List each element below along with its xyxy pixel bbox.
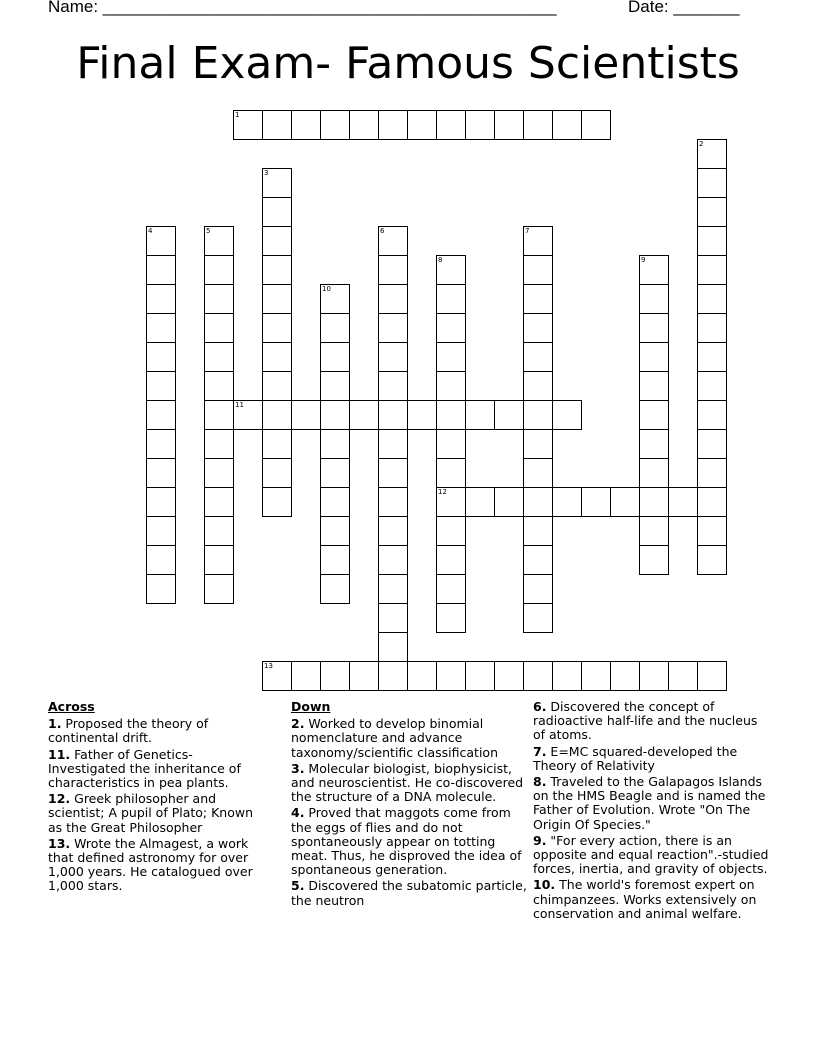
grid-cell[interactable]: [378, 603, 408, 633]
grid-cell[interactable]: [436, 545, 466, 575]
grid-cell[interactable]: [523, 603, 553, 633]
grid-cell[interactable]: [436, 661, 466, 691]
grid-cell[interactable]: [639, 371, 669, 401]
grid-cell[interactable]: [291, 661, 321, 691]
grid-cell[interactable]: [262, 661, 292, 691]
grid-cell[interactable]: [407, 110, 437, 140]
clue-number-label: 6: [380, 227, 385, 235]
grid-cell[interactable]: [639, 342, 669, 372]
grid-cell[interactable]: [378, 110, 408, 140]
grid-cell[interactable]: [436, 313, 466, 343]
grid-cell[interactable]: [204, 342, 234, 372]
clue-text: Father of Genetics-Investigated the inheritance of characteristics in pea plants.: [48, 746, 241, 791]
grid-cell[interactable]: [523, 255, 553, 285]
clue-text: Proved that maggots come from the eggs of flies and do not spontaneously appear on totting meat. Thus, he disproved the idea of spontaneous generation.: [291, 805, 522, 878]
grid-cell[interactable]: [465, 661, 495, 691]
grid-cell[interactable]: [697, 400, 727, 430]
grid-cell[interactable]: [436, 574, 466, 604]
clue-number: 10.: [533, 877, 556, 893]
grid-cell[interactable]: [378, 458, 408, 488]
grid-cell[interactable]: [436, 516, 466, 546]
grid-cell[interactable]: [378, 632, 408, 662]
grid-cell[interactable]: [668, 487, 698, 517]
grid-cell[interactable]: [378, 284, 408, 314]
grid-cell[interactable]: [523, 458, 553, 488]
grid-cell[interactable]: [291, 400, 321, 430]
down-clue-list: [291, 717, 527, 908]
clue-number-label: 13: [264, 662, 273, 670]
grid-cell[interactable]: [523, 284, 553, 314]
grid-cell[interactable]: [204, 284, 234, 314]
grid-cell[interactable]: [262, 284, 292, 314]
grid-cell[interactable]: [378, 255, 408, 285]
grid-cell[interactable]: [378, 313, 408, 343]
clue-text: The world's foremost expert on chimpanzees. Works extensively on conservation and animal welfare.: [533, 877, 757, 921]
grid-cell[interactable]: [204, 371, 234, 401]
clue-number-label: 8: [438, 256, 443, 264]
grid-cell[interactable]: [465, 487, 495, 517]
grid-cell[interactable]: [262, 487, 292, 517]
grid-cell[interactable]: [639, 661, 669, 691]
grid-cell[interactable]: [697, 255, 727, 285]
grid-cell[interactable]: [668, 661, 698, 691]
grid-cell[interactable]: [465, 110, 495, 140]
clue-text: Discovered the concept of radioactive half-life and the nucleus of atoms.: [533, 699, 758, 743]
grid-cell[interactable]: [146, 255, 176, 285]
grid-cell[interactable]: [639, 545, 669, 575]
clue-number-label: 11: [235, 401, 244, 409]
grid-cell[interactable]: [552, 487, 582, 517]
grid-cell[interactable]: [639, 429, 669, 459]
grid-cell[interactable]: [581, 110, 611, 140]
grid-cell[interactable]: [697, 545, 727, 575]
grid-cell[interactable]: [320, 284, 350, 314]
clue-number: 8.: [533, 774, 547, 790]
grid-cell[interactable]: [204, 516, 234, 546]
grid-cell[interactable]: [262, 226, 292, 256]
clue-number-label: 9: [641, 256, 646, 264]
grid-cell[interactable]: [378, 226, 408, 256]
grid-cell[interactable]: [320, 110, 350, 140]
grid-cell[interactable]: [262, 168, 292, 198]
grid-cell[interactable]: [378, 342, 408, 372]
grid-cell[interactable]: [639, 487, 669, 517]
grid-cell[interactable]: [146, 400, 176, 430]
clue-item: [48, 792, 270, 835]
grid-cell[interactable]: [320, 400, 350, 430]
grid-cell[interactable]: [436, 110, 466, 140]
grid-cell[interactable]: [407, 400, 437, 430]
grid-cell[interactable]: [523, 516, 553, 546]
grid-cell[interactable]: [523, 545, 553, 575]
grid-cell[interactable]: [320, 516, 350, 546]
clue-item: [48, 748, 270, 791]
grid-cell[interactable]: [378, 574, 408, 604]
clue-number-label: 1: [235, 111, 240, 119]
grid-cell[interactable]: [639, 284, 669, 314]
grid-cell[interactable]: [262, 400, 292, 430]
grid-cell[interactable]: [204, 400, 234, 430]
clue-number: 2.: [291, 716, 305, 732]
clue-number: 11.: [48, 746, 71, 762]
grid-cell[interactable]: [639, 458, 669, 488]
grid-cell[interactable]: [146, 284, 176, 314]
grid-cell[interactable]: [146, 371, 176, 401]
grid-cell[interactable]: [697, 429, 727, 459]
clue-number: 12.: [48, 791, 71, 807]
grid-cell[interactable]: [320, 574, 350, 604]
clue-item: [48, 717, 270, 745]
grid-cell[interactable]: [697, 284, 727, 314]
across-clue-list: [48, 717, 270, 893]
clue-text: Wrote the Almagest, a work that defined astronomy for over 1,000 years. He catalogued over 1,000 stars.: [48, 835, 253, 894]
clue-number-label: 5: [206, 227, 211, 235]
grid-cell[interactable]: [146, 574, 176, 604]
grid-cell[interactable]: [552, 661, 582, 691]
grid-cell[interactable]: [436, 400, 466, 430]
clue-text: E=MC squared-developed the Theory of Relativity: [533, 743, 738, 773]
grid-cell[interactable]: [233, 400, 263, 430]
clue-item: [291, 762, 527, 805]
grid-cell[interactable]: [639, 400, 669, 430]
clue-item: [291, 879, 527, 907]
clue-number-label: 4: [148, 227, 153, 235]
grid-cell[interactable]: [639, 255, 669, 285]
grid-cell[interactable]: [320, 487, 350, 517]
clue-number: 7.: [533, 743, 547, 759]
grid-cell[interactable]: [436, 284, 466, 314]
grid-cell[interactable]: [262, 197, 292, 227]
grid-cell[interactable]: [262, 458, 292, 488]
grid-cell[interactable]: [146, 458, 176, 488]
grid-cell[interactable]: [407, 661, 437, 691]
grid-cell[interactable]: [378, 400, 408, 430]
grid-cell[interactable]: [320, 313, 350, 343]
grid-cell[interactable]: [262, 429, 292, 459]
grid-cell[interactable]: [697, 458, 727, 488]
grid-cell[interactable]: [581, 487, 611, 517]
grid-cell[interactable]: [697, 197, 727, 227]
grid-cell[interactable]: [494, 661, 524, 691]
down-clues-continued: [533, 700, 769, 923]
grid-cell[interactable]: [262, 313, 292, 343]
grid-cell[interactable]: [204, 458, 234, 488]
clue-number: 3.: [291, 760, 305, 776]
grid-cell[interactable]: [523, 429, 553, 459]
clue-item: [533, 700, 769, 743]
worksheet-title: Final Exam- Famous Scientists: [76, 38, 740, 89]
clue-item: [533, 834, 769, 877]
grid-cell[interactable]: [204, 545, 234, 575]
grid-cell[interactable]: [436, 487, 466, 517]
clue-item: [533, 745, 769, 773]
grid-cell[interactable]: [465, 400, 495, 430]
clue-text: Traveled to the Galapagos Islands on the HMS Beagle and is named the Father of Evolution. Wrote "On The Origin Of Species.": [533, 774, 766, 832]
grid-cell[interactable]: [320, 429, 350, 459]
grid-cell[interactable]: [146, 516, 176, 546]
grid-cell[interactable]: [349, 110, 379, 140]
clue-number: 6.: [533, 699, 547, 714]
clue-number: 13.: [48, 835, 71, 851]
grid-cell[interactable]: [320, 371, 350, 401]
grid-cell[interactable]: [436, 371, 466, 401]
grid-cell[interactable]: [697, 487, 727, 517]
grid-cell[interactable]: [639, 313, 669, 343]
clue-text: Greek philosopher and scientist; A pupil of Plato; Known as the Great Philosopher: [48, 791, 254, 835]
grid-cell[interactable]: [204, 574, 234, 604]
grid-cell[interactable]: [523, 110, 553, 140]
grid-cell[interactable]: [146, 226, 176, 256]
grid-cell[interactable]: [697, 516, 727, 546]
grid-cell[interactable]: [320, 661, 350, 691]
down-clue-list-continued: [533, 700, 769, 921]
grid-cell[interactable]: [523, 371, 553, 401]
clue-number: 9.: [533, 832, 547, 848]
grid-cell[interactable]: [146, 545, 176, 575]
grid-cell[interactable]: [291, 110, 321, 140]
grid-cell[interactable]: [204, 429, 234, 459]
grid-cell[interactable]: [262, 342, 292, 372]
clue-number: 4.: [291, 805, 305, 821]
grid-cell[interactable]: [523, 226, 553, 256]
grid-cell[interactable]: [204, 313, 234, 343]
grid-cell[interactable]: [697, 313, 727, 343]
clue-text: Proposed the theory of continental drift.: [48, 716, 209, 746]
grid-cell[interactable]: [610, 487, 640, 517]
grid-cell[interactable]: [436, 342, 466, 372]
clue-item: [533, 775, 769, 832]
grid-cell[interactable]: [494, 110, 524, 140]
clue-text: "For every action, there is an opposite and equal reaction".-studied forces, inertia, and gravity of objects.: [533, 832, 769, 877]
grid-cell[interactable]: [581, 661, 611, 691]
grid-cell[interactable]: [639, 516, 669, 546]
clue-number-label: 7: [525, 227, 530, 235]
grid-cell[interactable]: [262, 255, 292, 285]
grid-cell[interactable]: [204, 487, 234, 517]
grid-cell[interactable]: [378, 661, 408, 691]
grid-cell[interactable]: [436, 603, 466, 633]
grid-cell[interactable]: [697, 371, 727, 401]
grid-cell[interactable]: [204, 255, 234, 285]
grid-cell[interactable]: [494, 487, 524, 517]
grid-cell[interactable]: [146, 342, 176, 372]
grid-cell[interactable]: [349, 400, 379, 430]
grid-cell[interactable]: [523, 313, 553, 343]
grid-cell[interactable]: [523, 487, 553, 517]
grid-cell[interactable]: [494, 400, 524, 430]
grid-cell[interactable]: [523, 342, 553, 372]
grid-cell[interactable]: [146, 487, 176, 517]
grid-cell[interactable]: [697, 226, 727, 256]
grid-cell[interactable]: [697, 661, 727, 691]
grid-cell[interactable]: [436, 458, 466, 488]
clue-number: 1.: [48, 716, 62, 732]
grid-cell[interactable]: [320, 458, 350, 488]
grid-cell[interactable]: [378, 487, 408, 517]
grid-cell[interactable]: [146, 313, 176, 343]
clue-item: [291, 717, 527, 760]
grid-cell[interactable]: [378, 545, 408, 575]
grid-cell[interactable]: [523, 574, 553, 604]
clue-text: Worked to develop binomial nomenclature and advance taxonomy/scientific classification: [291, 716, 498, 760]
grid-cell[interactable]: [523, 661, 553, 691]
grid-cell[interactable]: [610, 661, 640, 691]
clue-text: Molecular biologist, biophysicist, and neuroscientist. He co-discovered the structure of a DNA molecule.: [291, 760, 524, 805]
grid-cell[interactable]: [233, 110, 263, 140]
grid-cell[interactable]: [552, 110, 582, 140]
across-clues: [48, 700, 270, 896]
grid-cell[interactable]: [262, 110, 292, 140]
grid-cell[interactable]: [436, 255, 466, 285]
grid-cell[interactable]: [697, 168, 727, 198]
grid-cell[interactable]: [320, 545, 350, 575]
grid-cell[interactable]: [320, 342, 350, 372]
grid-cell[interactable]: [436, 429, 466, 459]
grid-cell[interactable]: [204, 226, 234, 256]
clue-number: 5.: [291, 878, 305, 894]
clue-text: Discovered the subatomic particle, the neutron: [291, 878, 527, 908]
grid-cell[interactable]: [523, 400, 553, 430]
grid-cell[interactable]: [697, 342, 727, 372]
grid-cell[interactable]: [378, 371, 408, 401]
clue-item: [533, 878, 769, 921]
name-field-label: Name: ________________________________________________: [48, 0, 557, 16]
clue-number-label: 12: [438, 488, 447, 496]
grid-cell[interactable]: [349, 661, 379, 691]
clue-number-label: 3: [264, 169, 269, 177]
clue-number-label: 10: [322, 285, 331, 293]
grid-cell[interactable]: [378, 516, 408, 546]
across-heading: Across: [48, 699, 95, 714]
grid-cell[interactable]: [697, 139, 727, 169]
grid-cell[interactable]: [262, 371, 292, 401]
down-clues: [291, 700, 527, 910]
clue-item: [291, 806, 527, 877]
grid-cell[interactable]: [552, 400, 582, 430]
grid-cell[interactable]: [146, 429, 176, 459]
grid-cell[interactable]: [378, 429, 408, 459]
down-heading: Down: [291, 699, 331, 714]
clue-item: [48, 837, 270, 894]
clue-number-label: 2: [699, 140, 704, 148]
date-field-label: Date: _______: [628, 0, 740, 16]
